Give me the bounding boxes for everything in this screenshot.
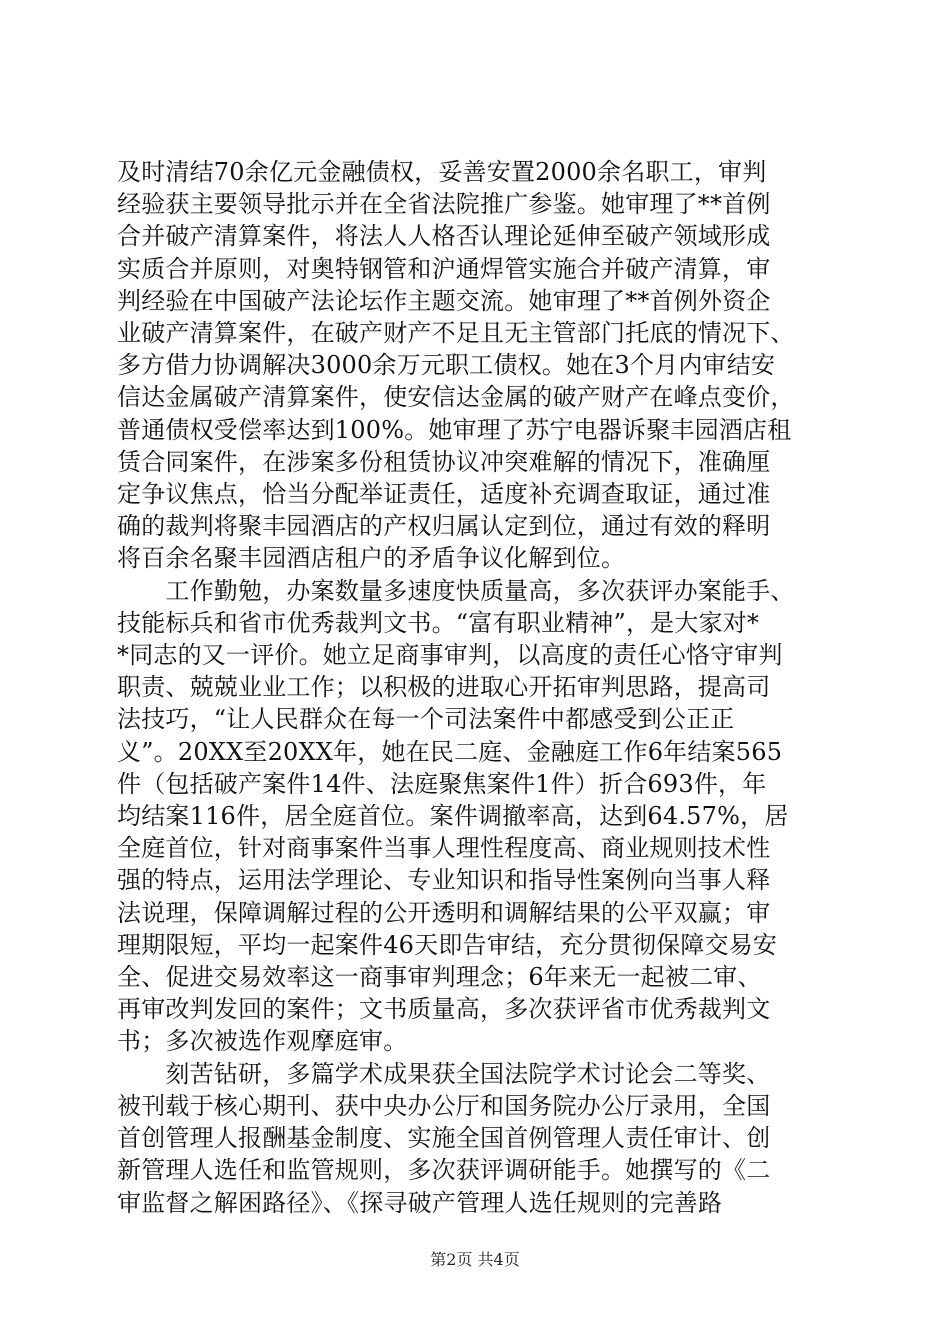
text-line: 确的裁判将聚丰园酒店的产权归属认定到位，通过有效的释明 bbox=[117, 512, 771, 541]
text-line: 经验获主要领导批示并在全省法院推广参鉴。她审理了**首例 bbox=[117, 190, 771, 219]
text-line: 均结案116件，居全庭首位。案件调撤率高，达到64.57%，居 bbox=[117, 802, 789, 831]
text-line: 及时清结70余亿元金融债权，妥善安置2000余名职工，审判 bbox=[117, 158, 767, 186]
paragraph-start-line: 工作勤勉，办案数量多速度快质量高，多次获评办案能手、 bbox=[117, 576, 795, 605]
paragraph-start-line: 刻苦钻研，多篇学术成果获全国法院学术讨论会二等奖、 bbox=[117, 1059, 771, 1088]
text-line: *同志的又一评价。她立足商事审判，以高度的责任心恪守审判 bbox=[117, 641, 783, 670]
text-line: 业破产清算案件，在破产财产不足且无主管部门托底的情况下、 bbox=[117, 319, 795, 348]
text-line: 被刊载于核心期刊、获中央办公厅和国务院办公厅录用，全国 bbox=[117, 1091, 771, 1120]
text-line: 判经验在中国破产法论坛作主题交流。她审理了**首例外资企 bbox=[117, 286, 771, 315]
text-line: 合并破产清算案件，将法人人格否认理论延伸至破产领域形成 bbox=[117, 222, 771, 251]
text-line: 赁合同案件，在涉案多份租赁协议冲突难解的情况下，准确厘 bbox=[117, 447, 771, 476]
text-line: 全庭首位，针对商事案件当事人理性程度高、商业规则技术性 bbox=[117, 834, 771, 863]
text-line: 新管理人选任和监管规则，多次获评调研能手。她撰写的《二 bbox=[117, 1156, 771, 1185]
text-line: 定争议焦点，恰当分配举证责任，适度补充调查取证，通过准 bbox=[117, 480, 771, 509]
text-line: 审监督之解困路径》、《探寻破产管理人选任规则的完善路 bbox=[117, 1188, 723, 1217]
text-line: 将百余名聚丰园酒店租户的矛盾争议化解到位。 bbox=[117, 544, 626, 573]
body-text bbox=[117, 156, 837, 1219]
text-line: 书；多次被选作观摩庭审。 bbox=[117, 1027, 408, 1056]
text-line: 信达金属破产清算案件，使安信达金属的破产财产在峰点变价， bbox=[117, 383, 795, 412]
text-line: 强的特点，运用法学理论、专业知识和指导性案例向当事人释 bbox=[117, 866, 771, 895]
text-line: 职责、兢兢业业工作；以积极的进取心开拓审判思路，提高司 bbox=[117, 673, 771, 702]
text-line: 法技巧，“让人民群众在每一个司法案件中都感受到公正正 bbox=[117, 705, 735, 734]
text-line: 普通债权受偿率达到100%。她审理了苏宁电器诉聚丰园酒店租 bbox=[117, 415, 792, 444]
text-line: 多方借力协调解决3000余万元职工债权。她在3个月内审结安 bbox=[117, 351, 776, 380]
text-line: 首创管理人报酬基金制度、实施全国首例管理人责任审计、创 bbox=[117, 1124, 771, 1153]
text-line: 技能标兵和省市优秀裁判文书。“富有职业精神”，是大家对* bbox=[117, 608, 760, 637]
text-line: 义”。20XX至20XX年，她在民二庭、金融庭工作6年结案565 bbox=[117, 737, 783, 766]
text-line: 件（包括破产案件14件、法庭聚焦案件1件）折合693件，年 bbox=[117, 769, 767, 798]
text-line: 再审改判发回的案件；文书质量高，多次获评省市优秀裁判文 bbox=[117, 995, 771, 1024]
page-footer bbox=[0, 1250, 950, 1270]
text-line: 实质合并原则，对奥特钢管和沪通焊管实施合并破产清算，审 bbox=[117, 254, 771, 283]
text-line: 法说理，保障调解过程的公开透明和调解结果的公平双赢；审 bbox=[117, 898, 771, 927]
page-indicator: 第2页 共4页 bbox=[430, 1250, 520, 1269]
text-line: 理期限短，平均一起案件46天即告审结，充分贯彻保障交易安 bbox=[117, 930, 778, 959]
text-line: 全、促进交易效率这一商事审判理念；6年来无一起被二审、 bbox=[117, 963, 762, 992]
